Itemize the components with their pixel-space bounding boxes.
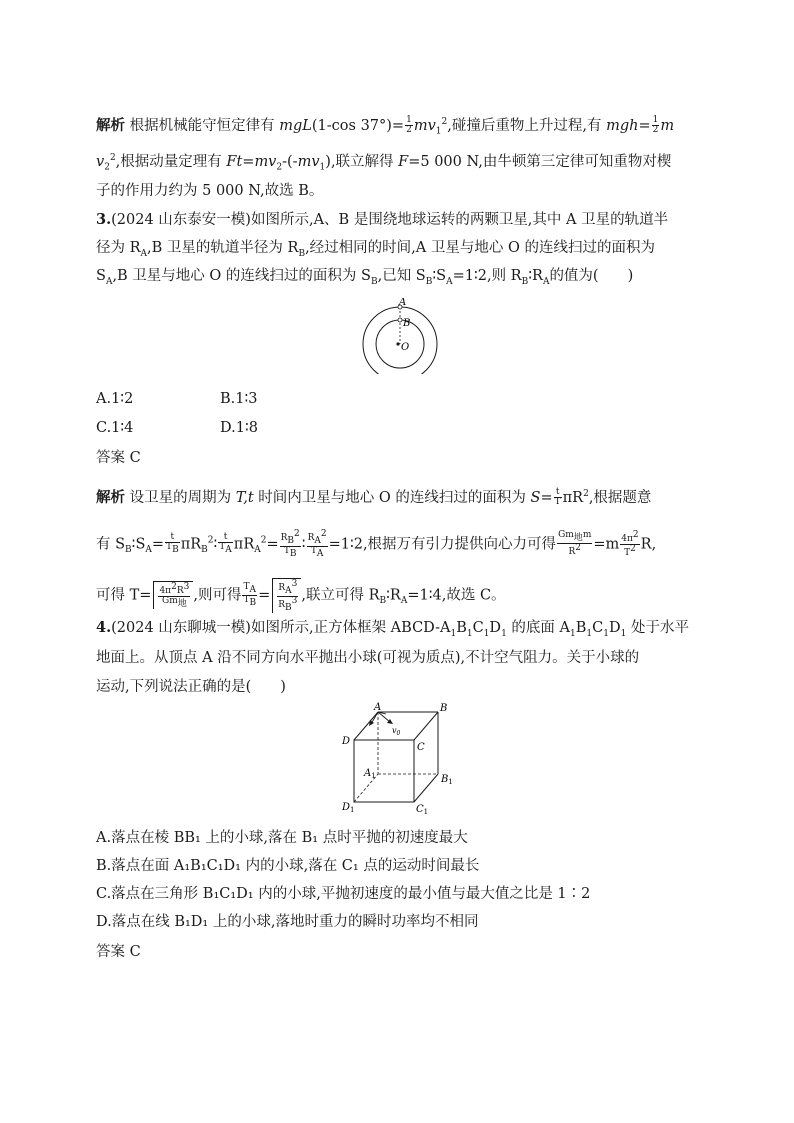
q2-analysis-line1: 解析 根据机械能守恒定律有 mgL(1-cos 37°)= $\frac{1}{2}$ $mv_1^2$,碰撞后重物上升过程,有 mgh= $\frac{1}{2}$ m (96, 115, 675, 137)
sqrt: $\frac{4\pi^2R^3}{Gm_地}$ (153, 581, 193, 609)
vertex-d: D (342, 736, 351, 747)
q3-stem-line3: $S_A,B$ 卫星与地心 O 的连线扫过的面积为 $S_B$,已知 $S_B∶S_A=1∶2$,则 $R_B∶R_A$的值为( ) (96, 268, 634, 287)
q3-option-b: B.1∶3 (220, 391, 258, 407)
q2-analysis-line2: $v_2^2$,根据动量定理有 $Ft=mv_2-(-mv_1)$,联立解得 F=5 000 N,由牛顿第三定律可知重物对楔 (96, 153, 672, 173)
q4-answer: 答案 C (96, 944, 141, 960)
label-o: O (401, 342, 410, 353)
fraction: $\frac{1}{2}$ (406, 115, 412, 136)
fraction: $\frac{t}{T}$ (554, 487, 561, 508)
q3-option-a: A.1∶2 (96, 391, 134, 407)
q3-stem-line2: 径为 $R_A,B$ 卫星的轨道半径为 $R_B$,经过相同的时间,A 卫星与地心 O 的连线扫过的面积为 (96, 240, 655, 259)
fraction: $\frac{T_A}{T_B}$ (243, 582, 257, 608)
q4-stem-line2: 地面上。从顶点 A 沿不同方向水平抛出小球(可视为质点),不计空气阻力。关于小球的 (96, 650, 640, 666)
question-number: 4. (96, 619, 112, 636)
label-b: B (403, 318, 411, 329)
vertex-a: A (374, 702, 382, 713)
fraction: $\frac{R_A^2}{T_A}$ (307, 529, 327, 559)
q3-answer: 答案 C (96, 450, 141, 466)
fraction: $\frac{R_B^2}{T_B}$ (280, 529, 300, 559)
q3-analysis-line1: 解析 设卫星的周期为 T,t 时间内卫星与地心 O 的连线扫过的面积为 S= $\frac{t}{T}$ $\pi R^2$,根据题意 (96, 487, 652, 508)
fraction: $\frac{t}{T_A}$ (219, 532, 232, 556)
q3-option-d: D.1∶8 (220, 420, 258, 436)
cube-diagram (338, 700, 468, 816)
vertex-c1: $C_1$ (416, 804, 429, 816)
fraction: $\frac{t}{T_B}$ (166, 532, 179, 556)
question-source: (2024 山东泰安一模) (111, 212, 251, 228)
vertex-a1: $A_1$ (364, 768, 376, 780)
sqrt: $\frac{R_A^3}{R_B^3}$ (272, 578, 301, 613)
q2-analysis-line3: 子的作用力约为 5 000 N,故选 B。 (96, 183, 324, 199)
q4-option-a: A.落点在棱 BB₁ 上的小球,落在 B₁ 点时平抛的初速度最大 (96, 830, 468, 846)
vertex-b1: $B_1$ (441, 774, 453, 786)
q3-analysis-line3: 可得 T= $\frac{4\pi^2R^3}{Gm_地}$ ,则可得 $\frac{T_A}{T_B}$ = $\frac{R_A^3}{R_B^3}$ ,联立可得 $R_B∶R_A=1∶4$,故选 C。 (96, 579, 506, 613)
orbit-diagram (352, 298, 448, 374)
q4-stem-line1: 4.(2024 山东聊城一模)如图所示,正方体框架 ABCD-$A_1B_1C_1D_1$ 的底面 $A_1B_1C_1D_1$ 处于水平 (96, 619, 689, 639)
vertex-b: B (440, 703, 448, 714)
q4-option-b: B.落点在面 A₁B₁C₁D₁ 内的小球,落在 C₁ 点的运动时间最长 (96, 858, 480, 874)
question-number: 3. (96, 211, 112, 228)
q4-option-c: C.落点在三角形 B₁C₁D₁ 内的小球,平抛初速度的最小值与最大值之比是 1∶2 (96, 886, 591, 902)
satellite-b (398, 318, 402, 322)
q4-stem-line3: 运动,下列说法正确的是( ) (96, 679, 286, 695)
vertex-c: C (417, 742, 425, 753)
q3-stem-line1: 3.(2024 山东泰安一模)如图所示,A、B 是围绕地球运转的两颗卫星,其中 A 卫星的轨道半 (96, 211, 669, 228)
front-face (354, 740, 414, 802)
q3-option-c: C.1∶4 (96, 420, 134, 436)
fraction: $\frac{4\pi^2}{T^2}$ (621, 529, 639, 558)
fraction: $\frac{1}{2}$ (652, 115, 659, 136)
analysis-tag: 解析 (96, 116, 125, 134)
earth-center (396, 342, 399, 345)
v0-label: $v_0$ (392, 726, 401, 737)
vertex-d1: $D_1$ (342, 802, 355, 814)
analysis-tag: 解析 (96, 488, 125, 506)
label-a: A (399, 298, 407, 308)
q3-analysis-line2: 有 $S_B∶S_A=$ $\frac{t}{T_B}$ $\pi R_B^2∶$ $\frac{t}{T_A}$ $\pi R_A^2=$ $\frac{R_B^2}{T_B}$ ∶ $\frac{R_A^2}{T_A}$ =1∶2,根据万有引力提供向心力可得 $\frac{Gm_地m}{R^2}$ =m $\frac{4\pi^2}{T^2}$ R, (96, 529, 657, 559)
question-source: (2024 山东聊城一模) (111, 620, 251, 636)
fraction: $\frac{Gm_地m}{R^2}$ (558, 530, 592, 558)
q4-option-d: D.落点在线 B₁D₁ 上的小球,落地时重力的瞬时功率均不相同 (96, 914, 479, 930)
